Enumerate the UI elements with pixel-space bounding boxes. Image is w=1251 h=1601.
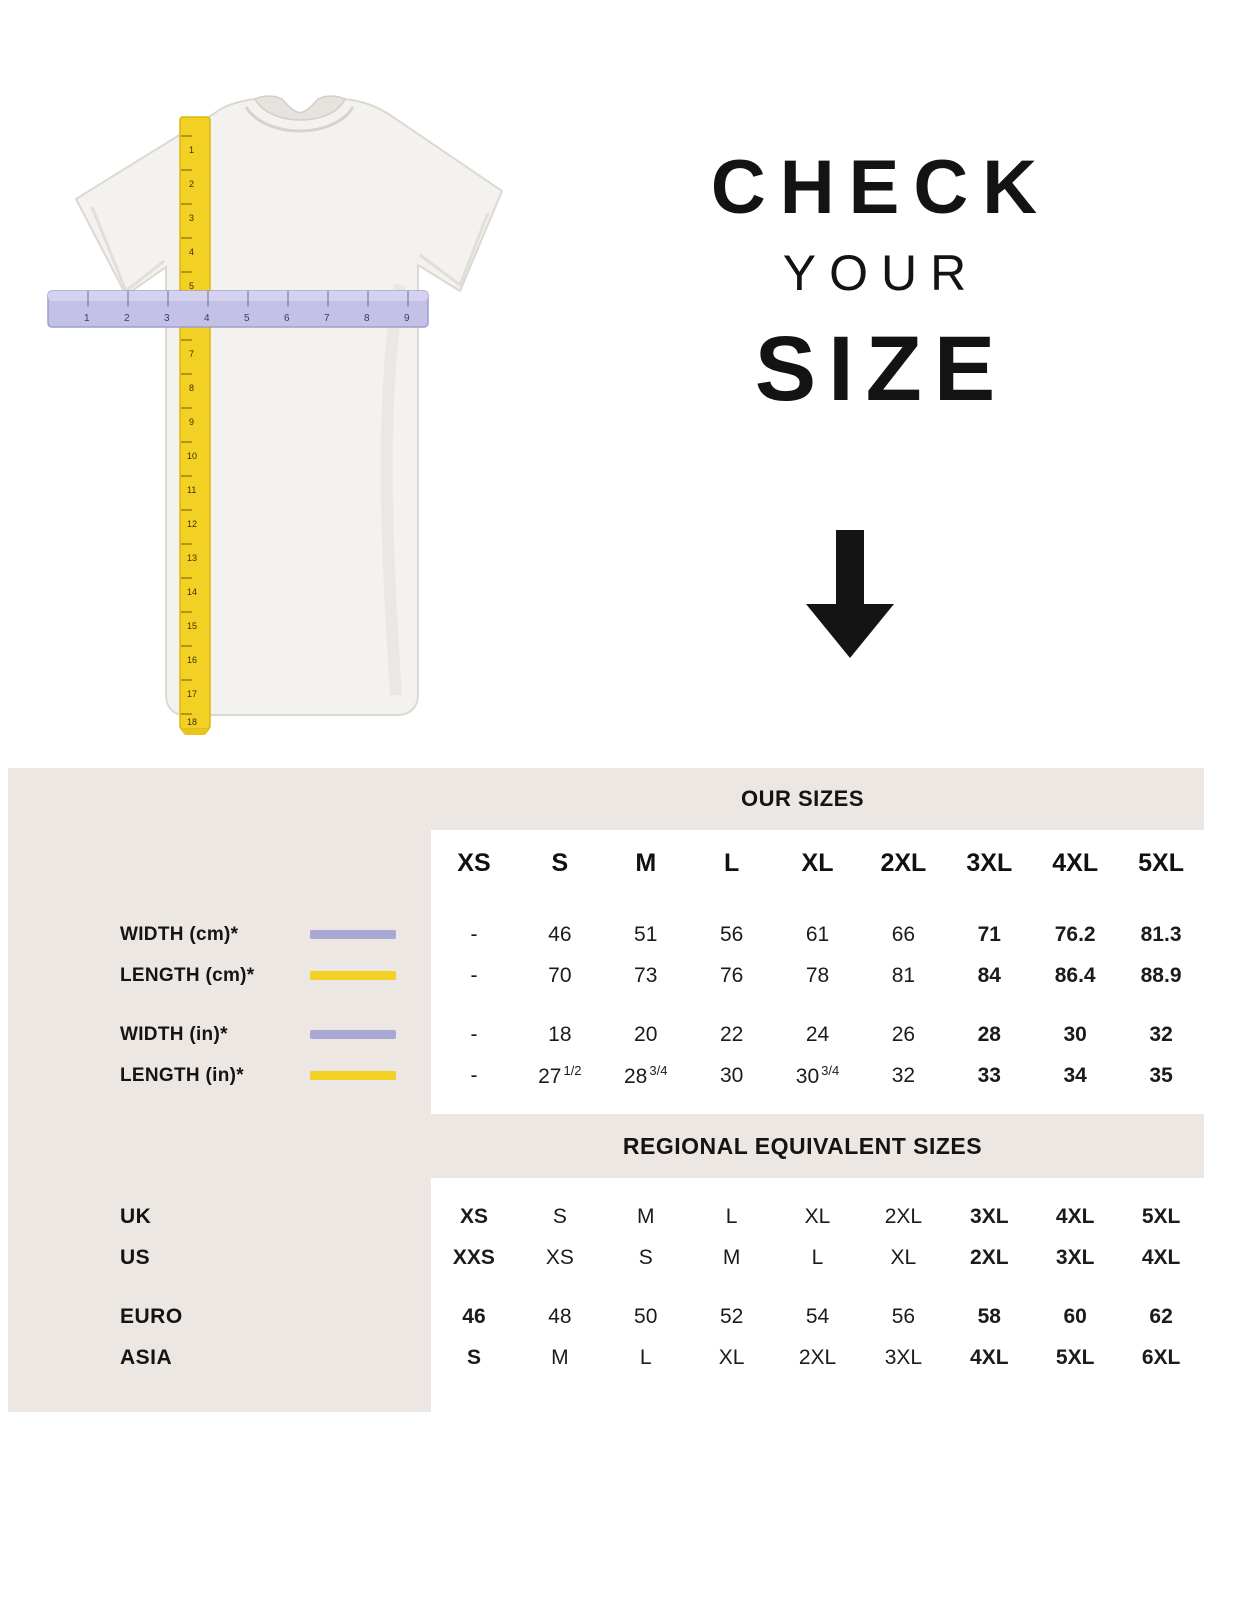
cell: 56 xyxy=(719,922,744,946)
cell: 34 xyxy=(1063,1063,1087,1087)
cell: 4XL xyxy=(970,1345,1009,1369)
row-label: UK xyxy=(8,1196,431,1237)
headline-line-1: CHECK xyxy=(710,145,1052,230)
horizontal-ruler xyxy=(48,291,428,327)
vertical-measuring-tape xyxy=(180,117,210,735)
cell: 70 xyxy=(548,963,572,987)
cell: S xyxy=(638,1245,653,1269)
cell: L xyxy=(725,1204,738,1228)
size-header-row xyxy=(8,830,1204,896)
cell: L xyxy=(811,1245,824,1269)
width-cm-swatch xyxy=(310,930,396,939)
size-header-cell: 3XL xyxy=(966,848,1013,877)
cell: 71 xyxy=(977,922,1001,946)
page-title xyxy=(640,145,1110,420)
row-label: LENGTH (cm)* xyxy=(120,964,255,986)
cell: 66 xyxy=(891,922,916,946)
cell: M xyxy=(722,1245,741,1269)
row-label: LENGTH (in)* xyxy=(120,1064,244,1086)
cell: 73 xyxy=(634,963,658,987)
size-header-cells xyxy=(431,830,1204,896)
cell: 32 xyxy=(1149,1022,1173,1046)
cell: 50 xyxy=(634,1304,658,1328)
cell: XS xyxy=(545,1245,574,1269)
size-header-cell: 5XL xyxy=(1138,848,1184,877)
cell: 78 xyxy=(805,963,830,987)
cell: 81.3 xyxy=(1140,922,1182,946)
svg-text:2: 2 xyxy=(124,313,130,324)
table-row xyxy=(8,955,1204,996)
row-label: WIDTH (in)* xyxy=(120,1023,228,1045)
svg-text:1: 1 xyxy=(84,313,90,324)
svg-text:16: 16 xyxy=(187,655,198,665)
svg-text:7: 7 xyxy=(324,313,330,324)
cell: 46 xyxy=(462,1304,486,1328)
svg-text:9: 9 xyxy=(189,417,195,427)
cell: M xyxy=(551,1345,569,1369)
svg-text:3: 3 xyxy=(164,313,170,324)
cell: 54 xyxy=(805,1304,830,1328)
cell: 18 xyxy=(548,1022,572,1046)
svg-text:7: 7 xyxy=(189,349,195,359)
cell: M xyxy=(636,1204,655,1228)
cell: S xyxy=(552,1204,567,1228)
row-label: US xyxy=(8,1237,431,1278)
cell: 46 xyxy=(548,922,572,946)
svg-text:13: 13 xyxy=(187,553,198,563)
cell: XS xyxy=(459,1204,488,1228)
svg-text:8: 8 xyxy=(364,313,370,324)
cell: 32 xyxy=(891,1063,916,1087)
cell: 58 xyxy=(977,1304,1001,1328)
cell: - xyxy=(470,922,478,946)
cell: S xyxy=(466,1345,481,1369)
cell: 30 $^{3/4}$ xyxy=(795,1062,840,1088)
width-in-swatch xyxy=(310,1030,396,1039)
svg-text:3: 3 xyxy=(189,213,195,223)
svg-text:12: 12 xyxy=(187,519,198,529)
cell: 28 xyxy=(977,1022,1001,1046)
cell: XL xyxy=(890,1245,917,1269)
table-row xyxy=(8,1237,1204,1278)
cell: 81 xyxy=(891,963,916,987)
cell: 56 xyxy=(891,1304,916,1328)
cell: 33 xyxy=(977,1063,1001,1087)
table-row xyxy=(8,914,1204,955)
cell: 61 xyxy=(805,922,830,946)
table-row xyxy=(8,1014,1204,1055)
cell: 5XL xyxy=(1141,1204,1181,1228)
cell: 48 xyxy=(548,1304,572,1328)
cell: 4XL xyxy=(1141,1245,1181,1269)
length-in-swatch xyxy=(310,1071,396,1080)
cell: 62 xyxy=(1149,1304,1173,1328)
svg-text:6: 6 xyxy=(284,313,290,324)
size-header-cell: 4XL xyxy=(1052,848,1099,877)
size-header-cell: S xyxy=(551,848,569,877)
our-sizes-title-row xyxy=(8,768,1204,830)
row-label: EURO xyxy=(8,1296,431,1337)
table-row xyxy=(8,1337,1204,1378)
cell: 35 xyxy=(1149,1063,1173,1087)
cell: 24 xyxy=(805,1022,830,1046)
cell: XL xyxy=(804,1204,831,1228)
cell: XL xyxy=(718,1345,745,1369)
cell: 2XL xyxy=(798,1345,837,1369)
svg-text:2: 2 xyxy=(189,179,195,189)
cell: - xyxy=(470,1063,478,1087)
cell: 3XL xyxy=(1055,1245,1095,1269)
cell: 6XL xyxy=(1141,1345,1181,1369)
cell: 2XL xyxy=(884,1204,923,1228)
tshirt-with-measuring-tapes-graphic xyxy=(40,95,530,735)
cell: 5XL xyxy=(1055,1345,1095,1369)
svg-text:4: 4 xyxy=(189,247,195,257)
svg-text:5: 5 xyxy=(189,281,195,291)
cell: L xyxy=(639,1345,652,1369)
svg-text:14: 14 xyxy=(187,587,198,597)
svg-text:10: 10 xyxy=(187,451,198,461)
table-row xyxy=(8,1196,1204,1237)
svg-text:11: 11 xyxy=(187,485,197,495)
down-arrow-icon xyxy=(800,530,900,660)
svg-text:9: 9 xyxy=(404,313,410,324)
cell: 3XL xyxy=(884,1345,923,1369)
svg-text:5: 5 xyxy=(244,313,250,324)
headline-line-3: SIZE xyxy=(754,318,1008,420)
regional-sizes-title-row xyxy=(8,1114,1204,1178)
cell: - xyxy=(470,1022,478,1046)
table-row xyxy=(8,1296,1204,1337)
cell: 76 xyxy=(719,963,744,987)
cell: 52 xyxy=(719,1304,744,1328)
row-label: WIDTH (cm)* xyxy=(120,923,239,945)
size-chart xyxy=(8,768,1204,1412)
size-header-cell: M xyxy=(635,848,657,877)
table-row xyxy=(8,1055,1204,1096)
our-sizes-title: OUR SIZES xyxy=(740,786,865,811)
svg-text:17: 17 xyxy=(187,689,198,699)
svg-text:18: 18 xyxy=(187,717,198,727)
cell: 3XL xyxy=(970,1204,1009,1228)
size-header-cell: L xyxy=(723,848,740,877)
svg-text:1: 1 xyxy=(189,145,195,155)
size-header-cell: XS xyxy=(457,848,491,877)
cell: 76.2 xyxy=(1054,922,1096,946)
cell: 22 xyxy=(719,1022,744,1046)
cell: 20 xyxy=(634,1022,658,1046)
svg-text:15: 15 xyxy=(187,621,198,631)
size-header-cell: XL xyxy=(801,848,834,877)
cell: 60 xyxy=(1063,1304,1087,1328)
cell: 30 xyxy=(719,1063,744,1087)
cell: 4XL xyxy=(1055,1204,1095,1228)
cell: 26 xyxy=(891,1022,916,1046)
hero-section xyxy=(0,0,1251,770)
tshirt-illustration xyxy=(40,95,530,735)
length-cm-swatch xyxy=(310,971,396,980)
cell: 27 $^{1/2}$ xyxy=(538,1062,582,1088)
cell: 28 $^{3/4}$ xyxy=(624,1062,668,1088)
cell: XXS xyxy=(452,1245,495,1269)
row-label: ASIA xyxy=(8,1337,431,1378)
svg-text:4: 4 xyxy=(204,313,210,324)
size-header-cell: 2XL xyxy=(880,848,927,877)
regional-sizes-title: REGIONAL EQUIVALENT SIZES xyxy=(622,1132,983,1159)
svg-text:8: 8 xyxy=(189,383,195,393)
headline-line-2: YOUR xyxy=(782,245,980,301)
cell: 2XL xyxy=(970,1245,1009,1269)
cell: 51 xyxy=(634,922,658,946)
cell: 86.4 xyxy=(1054,963,1096,987)
cell: 88.9 xyxy=(1140,963,1182,987)
cell: 84 xyxy=(977,963,1001,987)
cell: - xyxy=(470,963,478,987)
cell: 30 xyxy=(1063,1022,1087,1046)
